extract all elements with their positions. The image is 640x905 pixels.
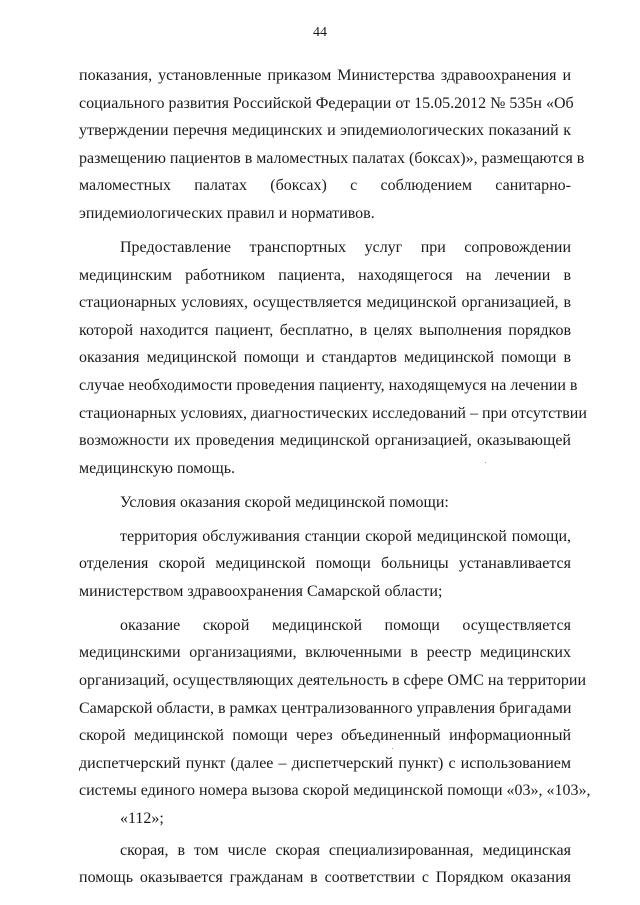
scan-speck <box>485 462 486 463</box>
text-line: «112»; <box>120 810 164 827</box>
text-line: стационарных условиях, осуществляется медицинской организацией, в <box>79 294 571 312</box>
paragraph <box>79 837 571 892</box>
text-line: эпидемиологических правил и нормативов. <box>79 204 375 222</box>
paragraph <box>79 523 571 606</box>
page-number: 44 <box>313 25 327 40</box>
text-line: скорая, в том числе скорая специализированная, медицинская <box>120 841 571 859</box>
document-body <box>79 62 591 892</box>
text-line: возможности их проведения медицинской организацией, оказывающей <box>79 432 571 450</box>
text-line: системы единого номера вызова скорой медицинской помощи «03», «103», <box>79 782 591 800</box>
text-line: оказания медицинской помощи и стандартов медицинской помощи в <box>79 349 571 367</box>
text-line: оказание скорой медицинской помощи осуществляется <box>120 616 571 634</box>
text-line: Условия оказания скорой медицинской помощи: <box>120 493 449 511</box>
text-line: маломестных палатах (боксах) с соблюдением санитарно- <box>79 177 571 195</box>
text-line: медицинскую помощь. <box>79 459 236 477</box>
text-line: случае необходимости проведения пациенту, находящемуся на лечении в <box>79 376 578 394</box>
text-line: утверждении перечня медицинских и эпидемиологических показаний к <box>79 122 571 140</box>
text-line: Предоставление транспортных услуг при сопровождении <box>120 238 571 256</box>
text-line: социального развития Российской Федерации от 15.05.2012 № 535н «Об <box>79 94 574 112</box>
scan-speck <box>392 748 393 749</box>
text-line: медицинскими организациями, включенными в реестр медицинских <box>79 644 571 662</box>
text-line: стационарных условиях, диагностических исследований – при отсутствии <box>79 404 587 422</box>
text-line: размещению пациентов в маломестных палатах (боксах)», размещаются в <box>79 149 585 167</box>
text-line: помощь оказывается гражданам в соответствии с Порядком оказания <box>79 869 571 887</box>
paragraph <box>79 234 587 482</box>
text-line: отделения скорой медицинской помощи больницы устанавливается <box>79 555 571 573</box>
text-line: территория обслуживания станции скорой медицинской помощи, <box>120 527 571 545</box>
text-line: организаций, осуществляющих деятельность в сфере ОМС на территории <box>79 672 587 690</box>
text-line: которой находится пациент, бесплатно, в целях выполнения порядков <box>79 321 571 339</box>
text-line: Самарской области, в рамках централизованного управления бригадами <box>79 699 572 717</box>
text-line: диспетчерский пункт (далее – диспетчерский пункт) с использованием <box>79 754 571 772</box>
text-line: медицинским работником пациента, находящегося на лечении в <box>79 266 571 284</box>
paragraph <box>79 62 585 228</box>
text-line: министерством здравоохранения Самарской области; <box>79 582 443 600</box>
paragraph <box>79 612 591 833</box>
text-line: скорой медицинской помощи через объединенный информационный <box>79 727 571 745</box>
text-line: показания, установленные приказом Министерства здравоохранения и <box>79 67 571 84</box>
paragraph <box>79 489 571 517</box>
